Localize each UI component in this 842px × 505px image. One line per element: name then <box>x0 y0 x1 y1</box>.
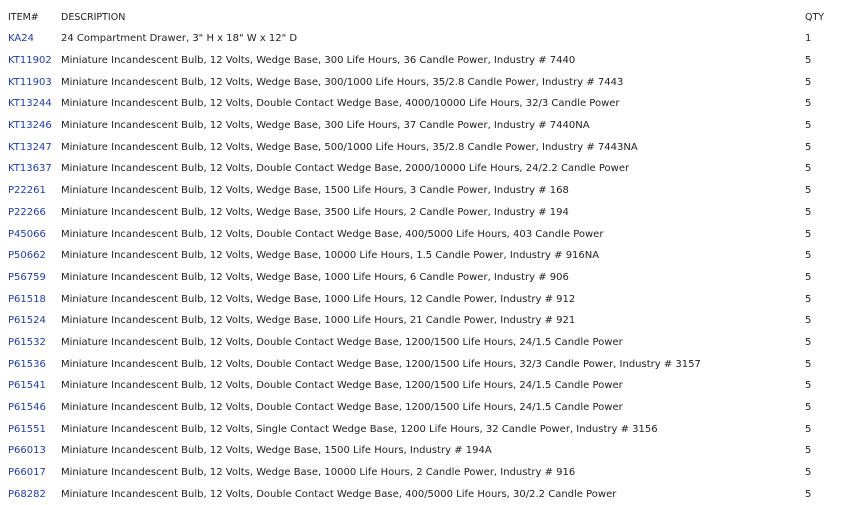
description-cell: Miniature Incandescent Bulb, 12 Volts, Wedge Base, 1000 Life Hours, 21 Candle Power, Industry # 921 <box>61 315 576 327</box>
qty-cell: 5 <box>805 336 812 348</box>
table-row <box>0 332 842 354</box>
description-cell: Miniature Incandescent Bulb, 12 Volts, Wedge Base, 300/1000 Life Hours, 35/2.8 Candle Power, Industry # 7443 <box>61 76 624 88</box>
header-qty: QTY <box>805 11 825 23</box>
description-cell: Miniature Incandescent Bulb, 12 Volts, Double Contact Wedge Base, 1200/1500 Life Hours, 24/1.5 Candle Power <box>61 380 623 392</box>
table-row <box>0 462 842 484</box>
qty-cell: 5 <box>805 315 812 327</box>
table-row <box>0 71 842 93</box>
item-link[interactable]: P61541 <box>8 380 46 392</box>
description-cell: Miniature Incandescent Bulb, 12 Volts, Wedge Base, 1500 Life Hours, Industry # 194A <box>61 445 492 457</box>
description-cell: Miniature Incandescent Bulb, 12 Volts, Double Contact Wedge Base, 1200/1500 Life Hours, 24/1.5 Candle Power <box>61 336 623 348</box>
table-row <box>0 353 842 375</box>
qty-cell: 5 <box>805 55 812 67</box>
items-table <box>0 6 842 505</box>
qty-cell: 5 <box>805 358 812 370</box>
item-cell <box>0 440 61 462</box>
item-link[interactable]: P45066 <box>8 228 46 240</box>
item-cell <box>0 462 61 484</box>
qty-cell: 5 <box>805 250 812 262</box>
table-row <box>0 115 842 137</box>
description-cell: Miniature Incandescent Bulb, 12 Volts, Single Contact Wedge Base, 1200 Life Hours, 32 Candle Power, Industry # 3156 <box>61 423 658 435</box>
qty-cell: 1 <box>805 33 812 45</box>
item-link[interactable]: KA24 <box>8 33 34 45</box>
item-cell <box>0 202 61 224</box>
item-cell <box>0 93 61 115</box>
item-link[interactable]: KT13246 <box>8 120 52 132</box>
qty-cell: 5 <box>805 402 812 414</box>
table-row <box>0 397 842 419</box>
item-link[interactable]: P22266 <box>8 206 46 218</box>
description-cell: Miniature Incandescent Bulb, 12 Volts, Wedge Base, 3500 Life Hours, 2 Candle Power, Industry # 194 <box>61 206 569 218</box>
item-link[interactable]: P61551 <box>8 423 46 435</box>
qty-cell: 5 <box>805 98 812 110</box>
description-cell: Miniature Incandescent Bulb, 12 Volts, Double Contact Wedge Base, 1200/1500 Life Hours, 32/3 Candle Power, Industry # 3157 <box>61 358 701 370</box>
table-body <box>0 28 842 505</box>
description-cell: Miniature Incandescent Bulb, 12 Volts, Wedge Base, 300 Life Hours, 37 Candle Power, Industry # 7440NA <box>61 120 590 132</box>
table-row <box>0 158 842 180</box>
qty-cell: 5 <box>805 120 812 132</box>
item-cell <box>0 353 61 375</box>
item-link[interactable]: P50662 <box>8 250 46 262</box>
table-row <box>0 93 842 115</box>
description-cell: Miniature Incandescent Bulb, 12 Volts, Wedge Base, 1500 Life Hours, 3 Candle Power, Industry # 168 <box>61 185 569 197</box>
item-link[interactable]: P66013 <box>8 445 46 457</box>
item-link[interactable]: P56759 <box>8 271 46 283</box>
item-link[interactable]: KT13247 <box>8 141 52 153</box>
item-cell <box>0 180 61 202</box>
item-cell <box>0 267 61 289</box>
table-row <box>0 418 842 440</box>
description-cell: Miniature Incandescent Bulb, 12 Volts, Wedge Base, 10000 Life Hours, 1.5 Candle Power, Industry # 916NA <box>61 250 600 262</box>
item-cell <box>0 397 61 419</box>
item-cell <box>0 50 61 72</box>
item-cell <box>0 245 61 267</box>
description-cell: Miniature Incandescent Bulb, 12 Volts, Double Contact Wedge Base, 400/5000 Life Hours, 403 Candle Power <box>61 228 604 240</box>
item-cell <box>0 223 61 245</box>
table-row <box>0 375 842 397</box>
table-row <box>0 483 842 505</box>
qty-cell: 5 <box>805 206 812 218</box>
item-link[interactable]: P61532 <box>8 336 46 348</box>
description-cell: Miniature Incandescent Bulb, 12 Volts, Double Contact Wedge Base, 4000/10000 Life Hours, 32/3 Candle Power <box>61 98 620 110</box>
qty-cell: 5 <box>805 380 812 392</box>
qty-cell: 5 <box>805 185 812 197</box>
item-cell <box>0 310 61 332</box>
table-row <box>0 267 842 289</box>
qty-cell: 5 <box>805 163 812 175</box>
description-cell: Miniature Incandescent Bulb, 12 Volts, Wedge Base, 1000 Life Hours, 12 Candle Power, Industry # 912 <box>61 293 576 305</box>
item-link[interactable]: P61518 <box>8 293 46 305</box>
description-cell: Miniature Incandescent Bulb, 12 Volts, Double Contact Wedge Base, 2000/10000 Life Hours, 24/2.2 Candle Power <box>61 163 630 175</box>
item-cell <box>0 136 61 158</box>
table-row <box>0 245 842 267</box>
item-link[interactable]: P61524 <box>8 315 46 327</box>
qty-cell: 5 <box>805 488 812 500</box>
item-cell <box>0 115 61 137</box>
table-row <box>0 180 842 202</box>
table-row <box>0 223 842 245</box>
qty-cell: 5 <box>805 423 812 435</box>
item-link[interactable]: P22261 <box>8 185 46 197</box>
description-cell: 24 Compartment Drawer, 3" H x 18" W x 12" D <box>61 33 298 45</box>
item-cell <box>0 158 61 180</box>
description-cell: Miniature Incandescent Bulb, 12 Volts, Wedge Base, 10000 Life Hours, 2 Candle Power, Industry # 916 <box>61 467 576 479</box>
qty-cell: 5 <box>805 228 812 240</box>
item-link[interactable]: P68282 <box>8 488 46 500</box>
item-link[interactable]: KT13244 <box>8 98 52 110</box>
item-cell <box>0 375 61 397</box>
item-cell <box>0 332 61 354</box>
table-header-row <box>0 6 842 28</box>
table-row <box>0 28 842 50</box>
description-cell: Miniature Incandescent Bulb, 12 Volts, Wedge Base, 1000 Life Hours, 6 Candle Power, Industry # 906 <box>61 271 569 283</box>
table-row <box>0 310 842 332</box>
item-link[interactable]: KT11902 <box>8 55 52 67</box>
table-row <box>0 288 842 310</box>
table-row <box>0 440 842 462</box>
item-link[interactable]: KT13637 <box>8 163 52 175</box>
item-cell <box>0 71 61 93</box>
description-cell: Miniature Incandescent Bulb, 12 Volts, Double Contact Wedge Base, 400/5000 Life Hours, 30/2.2 Candle Power <box>61 488 617 500</box>
item-cell <box>0 28 61 50</box>
qty-cell: 5 <box>805 293 812 305</box>
table-row <box>0 136 842 158</box>
item-link[interactable]: P61546 <box>8 402 46 414</box>
item-link[interactable]: P66017 <box>8 467 46 479</box>
qty-cell: 5 <box>805 467 812 479</box>
qty-cell: 5 <box>805 271 812 283</box>
header-item: ITEM# <box>8 11 39 23</box>
qty-cell: 5 <box>805 445 812 457</box>
description-cell: Miniature Incandescent Bulb, 12 Volts, Wedge Base, 500/1000 Life Hours, 35/2.8 Candle Power, Industry # 7443NA <box>61 141 638 153</box>
item-cell <box>0 483 61 505</box>
item-link[interactable]: KT11903 <box>8 76 52 88</box>
description-cell: Miniature Incandescent Bulb, 12 Volts, Double Contact Wedge Base, 1200/1500 Life Hours, 24/1.5 Candle Power <box>61 402 623 414</box>
description-cell: Miniature Incandescent Bulb, 12 Volts, Wedge Base, 300 Life Hours, 36 Candle Power, Industry # 7440 <box>61 55 576 67</box>
table-row <box>0 202 842 224</box>
item-cell <box>0 418 61 440</box>
qty-cell: 5 <box>805 76 812 88</box>
table-row <box>0 50 842 72</box>
item-cell <box>0 288 61 310</box>
qty-cell: 5 <box>805 141 812 153</box>
item-link[interactable]: P61536 <box>8 358 46 370</box>
header-description: DESCRIPTION <box>61 11 126 23</box>
